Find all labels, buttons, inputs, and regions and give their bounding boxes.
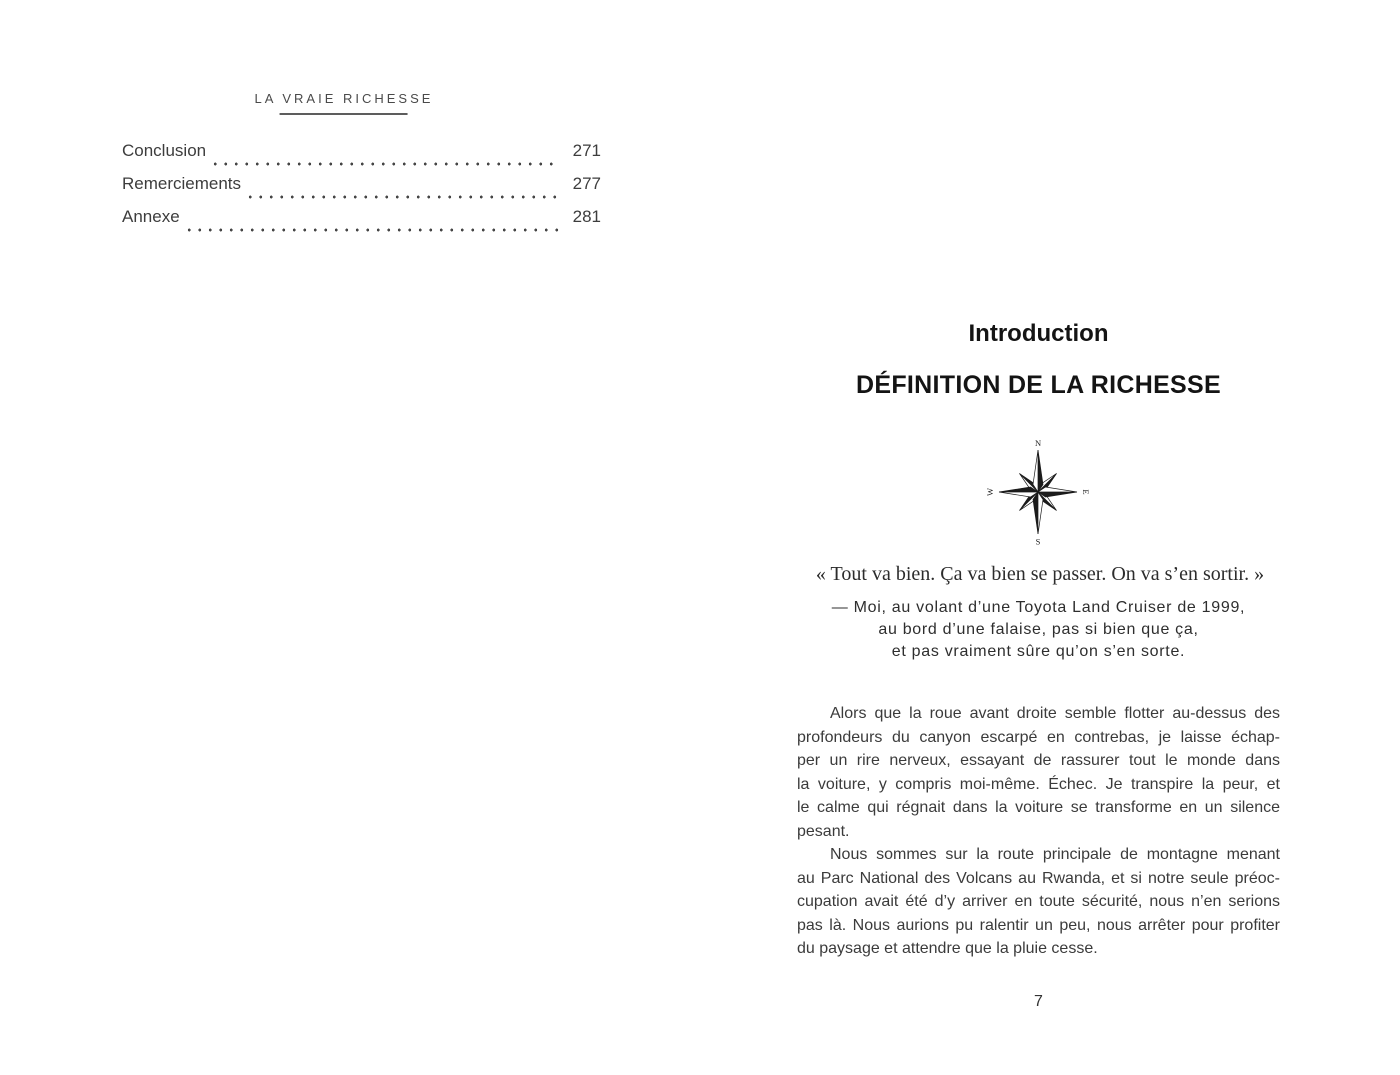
toc-entry-page-number: 271 (572, 141, 601, 160)
running-head-rule (280, 113, 408, 115)
epigraph-attribution (797, 597, 1280, 663)
body-line: la voiture, y compris moi-même. Échec. Je transpire la peur, et (797, 775, 1280, 793)
compass-rose-icon (983, 437, 1093, 547)
body-line: pesant. (797, 822, 850, 840)
compass-letter-w: W (985, 487, 995, 497)
body-paragraph (797, 843, 1280, 961)
toc-leader-dots (184, 207, 559, 240)
toc-row (122, 141, 601, 174)
body-line: Nous sommes sur la route principale de montagne menant (830, 846, 1280, 863)
compass-letter-e: E (1081, 489, 1091, 495)
body-paragraph (797, 702, 1280, 843)
body-paragraphs (797, 702, 1280, 961)
body-line: au Parc National des Volcans au Rwanda, et si notre seule préoc- (797, 869, 1280, 887)
toc-entry-page-number: 281 (572, 207, 601, 226)
page-number: 7 (1034, 993, 1043, 1010)
compass-letter-s: S (1035, 536, 1041, 547)
body-line: le calme qui régnait dans la voiture se transforme en un silence (797, 799, 1280, 816)
body-line: pas là. Nous aurions pu ralentir un peu, nous arrêter pour profiter (797, 916, 1280, 934)
epigraph-attribution-line: et pas vraiment sûre qu’on s’en sorte. (891, 643, 1186, 660)
toc-entry-page-number: 277 (572, 174, 601, 193)
toc-leader-dots (245, 174, 559, 207)
compass-letter-n: N (1034, 438, 1042, 448)
epigraph-attribution-line: au bord d’une falaise, pas si bien que ça, (878, 621, 1199, 638)
toc-row (122, 207, 601, 240)
toc-entry-label: Remerciements (122, 174, 242, 193)
running-head (255, 91, 434, 115)
body-line: per un rire nerveux, essayant de rassurer tout le monde dans (797, 752, 1280, 769)
toc-row (122, 174, 601, 207)
toc-list (122, 141, 601, 240)
body-line: cupation avait été d’y arriver en toute sécurité, nous n’en serions (797, 893, 1280, 910)
body-line: profondeurs du canyon escarpé en contrebas, je laisse échap- (797, 728, 1280, 746)
toc-entry-label: Conclusion (122, 141, 207, 160)
chapter-title: DÉFINITION DE LA RICHESSE (856, 371, 1221, 399)
toc-leader-dots (210, 141, 559, 174)
body-line: Alors que la roue avant droite semble flotter au-dessus des (830, 705, 1280, 722)
epigraph-quote: « Tout va bien. Ça va bien se passer. On va s’en sortir. » (815, 563, 1265, 585)
body-line: du paysage et attendre que la pluie cesse. (797, 940, 1098, 957)
running-head-text: LA VRAIE RICHESSE (254, 91, 434, 106)
epigraph-attribution-line: — Moi, au volant d’une Toyota Land Cruiser de 1999, (831, 599, 1246, 616)
toc-entry-label: Annexe (122, 207, 180, 226)
chapter-label: Introduction (968, 320, 1109, 347)
